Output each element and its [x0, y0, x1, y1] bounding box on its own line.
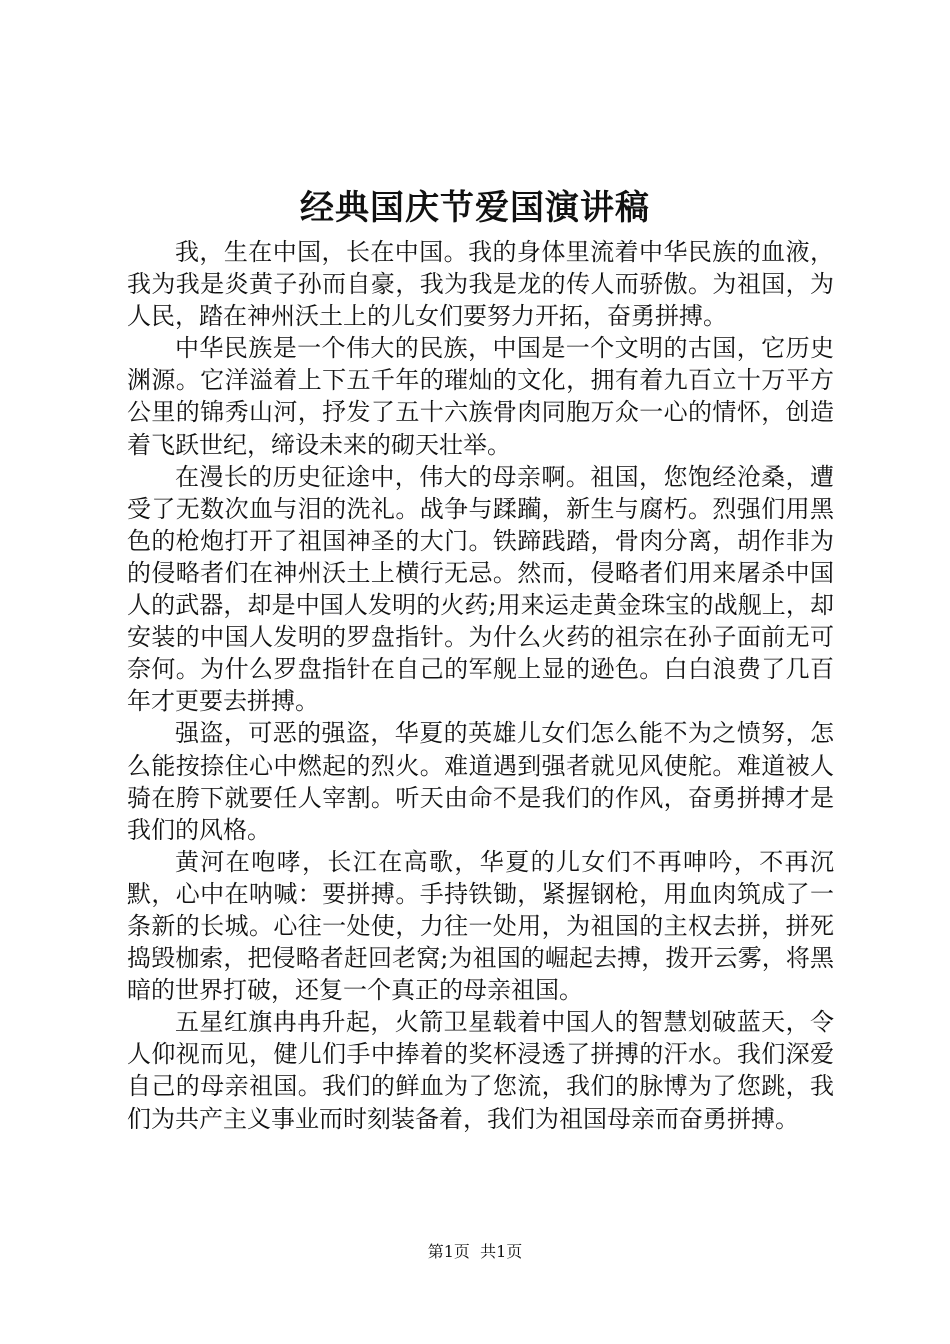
- page-number: 第1页 共1页: [427, 1242, 523, 1261]
- paragraph: 强盗，可恶的强盗，华夏的英雄儿女们怎么能不为之愤努，怎么能按捺住心中燃起的烈火。难道遇到强者就见风使舵。难道被人骑在胯下就要任人宰割。听天由命不是我们的作风，奋勇拼搏才是我们的风格。: [127, 719, 834, 844]
- paragraph: 五星红旗冉冉升起，火箭卫星载着中国人的智慧划破蓝天，令人仰视而见，健儿们手中捧着的奖杯浸透了拼搏的汗水。我们深爱自己的母亲祖国。我们的鲜血为了您流，我们的脉博为了您跳，我们为共产主义事业而时刻装备着，我们为祖国母亲而奋勇拼搏。: [127, 1008, 834, 1133]
- page-footer: [0, 1240, 950, 1264]
- paragraph: 在漫长的历史征途中，伟大的母亲啊。祖国，您饱经沧桑，遭受了无数次血与泪的洗礼。战争与蹂躏，新生与腐朽。烈强们用黑色的枪炮打开了祖国神圣的大门。铁蹄践踏，骨肉分离，胡作非为的侵略者们在神州沃土上横行无忌。然而，侵略者们用来屠杀中国人的武器，却是中国人发明的火药;用来运走黄金珠宝的战舰上，却安装的中国人发明的罗盘指针。为什么火药的祖宗在孙子面前无可奈何。为什么罗盘指针在自己的军舰上显的逊色。白白浪费了几百年才更要去拼搏。: [127, 462, 834, 716]
- document-body: [127, 236, 834, 1135]
- document-title: 经典国庆节爱国演讲稿: [300, 188, 650, 228]
- paragraph: 中华民族是一个伟大的民族，中国是一个文明的古国，它历史渊源。它洋溢着上下五千年的璀灿的文化，拥有着九百立十万平方公里的锦秀山河，抒发了五十六族骨肉同胞万众一心的情怀，创造着飞跃世纪，缔设未来的砌天壮举。: [127, 334, 834, 459]
- paragraph: 黄河在咆哮，长江在高歌，华夏的儿女们不再呻吟，不再沉默，心中在呐喊：要拼搏。手持铁锄，紧握钢枪，用血肉筑成了一条新的长城。心往一处使，力往一处用，为祖国的主权去拼，拼死捣毁枷索，把侵略者赶回老窝;为祖国的崛起去搏，拨开云雾，将黑暗的世界打破，还复一个真正的母亲祖国。: [127, 847, 834, 1005]
- paragraph: 我，生在中国，长在中国。我的身体里流着中华民族的血液，我为我是炎黄子孙而自豪，我为我是龙的传人而骄傲。为祖国，为人民，踏在神州沃土上的儿女们要努力开拓，奋勇拼搏。: [127, 238, 834, 331]
